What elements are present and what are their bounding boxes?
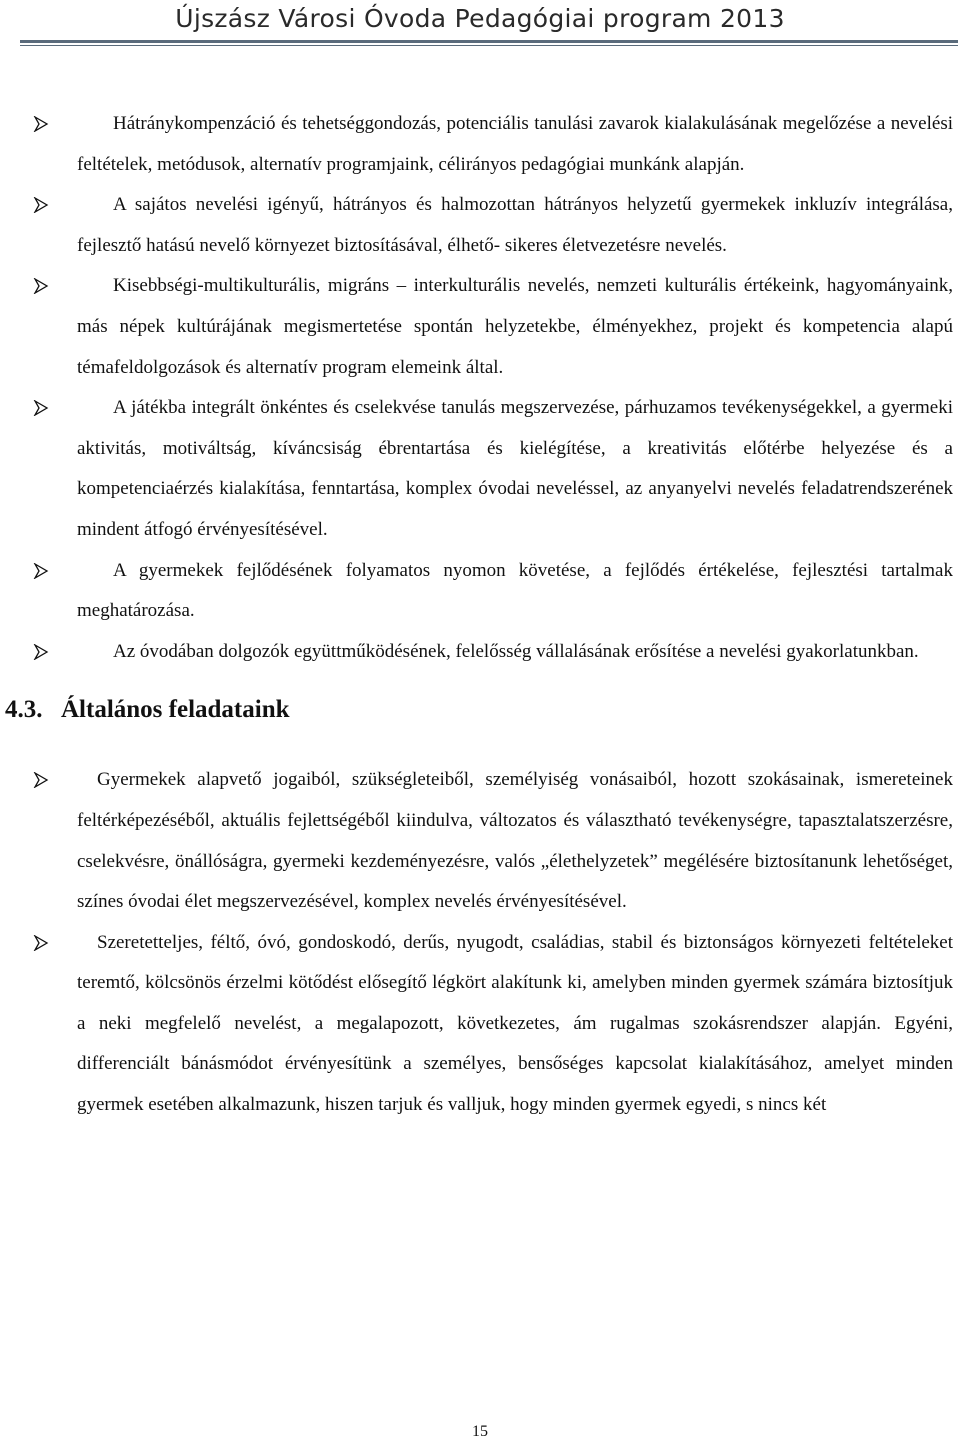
list-item bbox=[77, 266, 953, 388]
list-item-text: Az óvodában dolgozók együttműködésének, felelősség vállalásának erősítése a nevelési gyakorlatunkban. bbox=[113, 640, 919, 662]
section-number: 4.3. bbox=[5, 696, 43, 724]
arrowhead-bullet-icon bbox=[33, 400, 49, 416]
header-rule-thin bbox=[20, 45, 958, 46]
section-title: Általános feladataink bbox=[61, 696, 290, 724]
list-item-text: A sajátos nevelési igényű, hátrányos és halmozottan hátrányos helyzetű gyermekek inkluzív integrálása, fejlesztő hatású nevelő környezet biztosításával, élhető- sikeres életvezetésre nevelés. bbox=[77, 194, 953, 256]
list-item bbox=[77, 923, 953, 1126]
page-header bbox=[0, 0, 960, 44]
list-item-text: Gyermekek alapvető jogaiból, szükségleteiből, személyiség vonásaiból, hozott szokásainak, ismereteinek feltérképezéséből, aktuális fejlettségéből kiindulva, változatos és választható tevékenységre, tapasztalatszerzésre, cselekvésre, önállóságra, gyermeki kezdeményezésre, valós „élethelyzetek” megélésére biztosítanunk lehetőséget, színes óvodai élet megszervezésével, komplex nevelés érvényesítésével. bbox=[77, 769, 953, 913]
header-rule-thick bbox=[20, 40, 958, 43]
arrowhead-bullet-icon bbox=[33, 197, 49, 213]
page-content bbox=[0, 104, 960, 1126]
list-item-text: A játékba integrált önkéntes és cselekvése tanulás megszervezése, párhuzamos tevékenységekkel, a gyermeki aktivitás, motiváltság, kíváncsiság ébrentartása és kielégítése, a kreativitás előtérbe helyezése és a kompetenciaérzés kialakítása, fenntartása, komplex óvodai neveléssel, az anyanyelvi nevelés feladatrendszerének mindent átfogó érvényesítésével. bbox=[77, 397, 953, 540]
list-item-text: Hátránykompenzáció és tehetséggondozás, potenciális tanulási zavarok kialakulásának megelőzése a nevelési feltételek, metódusok, alternatív programjaink, célirányos pedagógiai munkánk alapján. bbox=[77, 113, 953, 175]
list-item-text: Kisebbségi-multikulturális, migráns – interkulturális nevelés, nemzeti kulturális értékeink, hagyományaink, más népek kultúrájának megismertetése spontán helyzetekbe, élményekhez, projekt és kompetencia alapú témafeldolgozások és alternatív program elemeink által. bbox=[77, 275, 953, 378]
list-item bbox=[77, 388, 953, 550]
arrowhead-bullet-icon bbox=[33, 116, 49, 132]
section-heading bbox=[5, 690, 960, 730]
arrowhead-bullet-icon bbox=[33, 935, 49, 951]
page-number: 15 bbox=[472, 1423, 488, 1440]
arrowhead-bullet-icon bbox=[33, 563, 49, 579]
arrowhead-bullet-icon bbox=[33, 644, 49, 660]
list-item-text: A gyermekek fejlődésének folyamatos nyomon követése, a fejlődés értékelése, fejlesztési tartalmak meghatározása. bbox=[77, 559, 953, 622]
list-item bbox=[77, 104, 953, 185]
list-item bbox=[77, 185, 953, 266]
arrowhead-bullet-icon bbox=[33, 772, 49, 788]
header-title: Újszász Városi Óvoda Pedagógiai program 2013 bbox=[175, 4, 785, 33]
list-item bbox=[77, 760, 953, 922]
list-item bbox=[77, 551, 953, 632]
arrowhead-bullet-icon bbox=[33, 278, 49, 294]
list-item bbox=[77, 632, 953, 673]
list-item-text: Szeretetteljes, féltő, óvó, gondoskodó, derűs, nyugodt, családias, stabil és biztonságos környezeti feltételeket teremtő, kölcsönös érzelmi kötődést elősegítő légkört alakítunk ki, amelyben minden gyermek számára biztosítjuk a neki megfelelő nevelést, a megalapozott, következetes, ám rugalmas szokásrendszer alapján. Egyéni, differenciált bánásmódot érvényesítünk a személyes, bensőséges kapcsolat kialakításához, amelyet minden gyermek esetében alkalmazunk, hiszen tarjuk és valljuk, hogy minden gyermek egyedi, s nincs két bbox=[77, 931, 953, 1116]
